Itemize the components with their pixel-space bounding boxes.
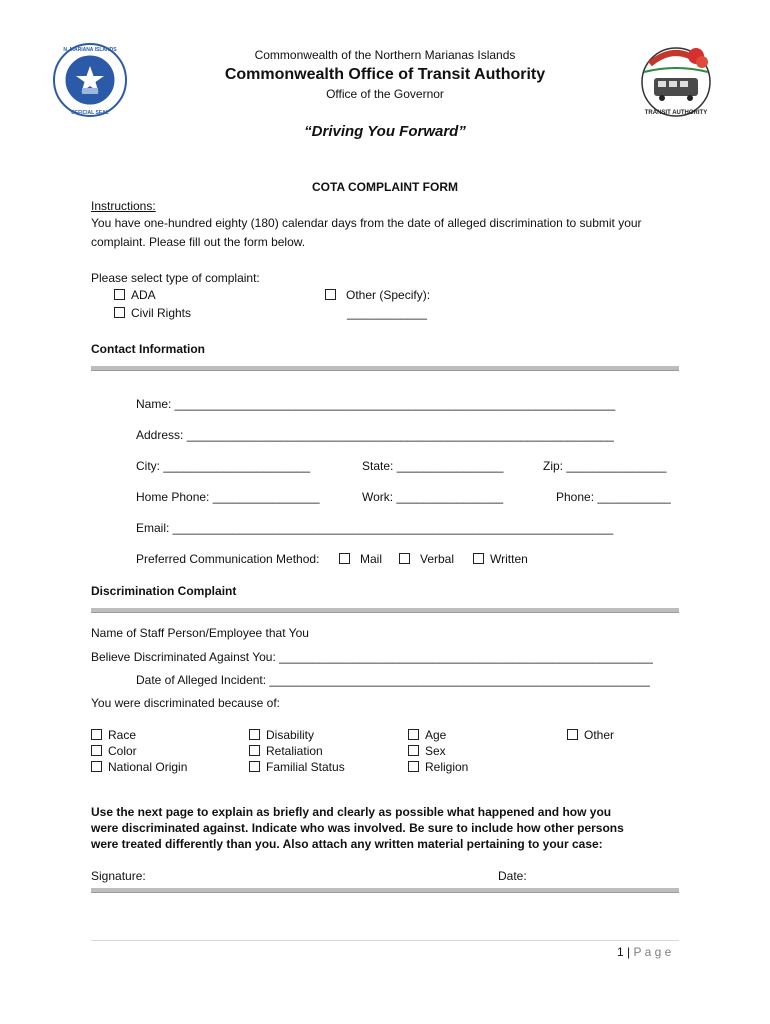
checkbox-basis-other[interactable] xyxy=(567,729,578,740)
contact-rule xyxy=(91,366,679,371)
footer-rule xyxy=(91,940,679,941)
checkbox-age[interactable] xyxy=(408,729,419,740)
signature-rule[interactable] xyxy=(91,888,679,893)
checkbox-race[interactable] xyxy=(91,729,102,740)
closing-line-1: Use the next page to explain as briefly and clearly as possible what happened and how you xyxy=(91,805,612,819)
closing-line-3: were treated differently than you. Also attach any written material pertaining to your case: xyxy=(91,837,603,851)
pref-written-option[interactable] xyxy=(473,552,528,566)
contact-heading: Contact Information xyxy=(91,342,205,356)
other-specify-field[interactable]: ____________ xyxy=(347,306,428,320)
basis-disability-label: Disability xyxy=(266,728,315,742)
agency-title: Commonwealth Office of Transit Authority xyxy=(224,66,546,83)
pref-mail-label: Mail xyxy=(360,552,383,566)
basis-age[interactable] xyxy=(408,728,446,742)
date-label: Date: xyxy=(498,869,527,883)
slogan: “Driving You Forward” xyxy=(304,123,466,140)
checkbox-disability[interactable] xyxy=(249,729,260,740)
checkbox-verbal[interactable] xyxy=(399,553,410,564)
option-civil-rights-label: Civil Rights xyxy=(131,306,192,320)
basis-familial-status[interactable] xyxy=(249,760,345,774)
basis-sex-label: Sex xyxy=(425,744,446,758)
staff-name-field[interactable]: Believe Discriminated Against You: ________________________________________________________ xyxy=(91,650,653,664)
name-field[interactable]: Name: __________________________________________________________________ xyxy=(136,397,616,411)
instructions-line-1: You have one-hundred eighty (180) calendar days from the date of alleged discrimination to submit your xyxy=(91,216,642,230)
instructions-line-2: complaint. Please fill out the form below. xyxy=(91,235,306,249)
discrimination-rule xyxy=(91,608,679,613)
because-label: You were discriminated because of: xyxy=(91,696,280,710)
pref-written-label: Written xyxy=(490,552,528,566)
checkbox-national-origin[interactable] xyxy=(91,761,102,772)
basis-race[interactable] xyxy=(91,728,136,742)
pref-verbal-option[interactable] xyxy=(399,552,454,566)
basis-other-label: Other xyxy=(584,728,615,742)
basis-national-origin[interactable] xyxy=(91,760,187,774)
basis-national-origin-label: National Origin xyxy=(108,760,188,774)
option-other-label: Other (Specify): xyxy=(346,288,431,302)
checkbox-color[interactable] xyxy=(91,745,102,756)
basis-sex[interactable] xyxy=(408,744,446,758)
option-civil-rights[interactable] xyxy=(114,306,191,320)
discrimination-heading: Discrimination Complaint xyxy=(91,584,237,598)
address-field[interactable]: Address: ________________________________________________________________ xyxy=(136,428,614,442)
svg-text:TRANSIT AUTHORITY: TRANSIT AUTHORITY xyxy=(644,110,708,116)
city-field[interactable]: City: ______________________ xyxy=(136,459,311,473)
office-line: Office of the Governor xyxy=(326,87,444,101)
top-line: Commonwealth of the Northern Marianas Islands xyxy=(254,48,516,62)
svg-text:N. MARIANA ISLANDS: N. MARIANA ISLANDS xyxy=(63,47,117,53)
basis-color-label: Color xyxy=(108,744,137,758)
page-separator: | xyxy=(627,945,631,959)
page-word: P a g e xyxy=(633,945,672,959)
basis-age-label: Age xyxy=(425,728,447,742)
basis-retaliation[interactable] xyxy=(249,744,323,758)
form-title: COTA COMPLAINT FORM xyxy=(312,180,458,194)
checkbox-civil-rights[interactable] xyxy=(114,307,125,318)
checkbox-ada[interactable] xyxy=(114,289,125,300)
pref-verbal-label: Verbal xyxy=(420,552,455,566)
phone-field[interactable]: Phone: ___________ xyxy=(556,490,671,504)
basis-other[interactable] xyxy=(567,728,614,742)
page-number: 1 xyxy=(617,945,624,959)
basis-religion-label: Religion xyxy=(425,760,469,774)
checkbox-religion[interactable] xyxy=(408,761,419,772)
option-ada-label: ADA xyxy=(131,288,156,302)
state-field[interactable]: State: ________________ xyxy=(362,459,504,473)
checkbox-familial-status[interactable] xyxy=(249,761,260,772)
staff-line-1: Name of Staff Person/Employee that You xyxy=(91,626,309,640)
zip-field[interactable]: Zip: _______________ xyxy=(543,459,667,473)
preferred-method-label: Preferred Communication Method: xyxy=(136,552,320,566)
checkbox-written[interactable] xyxy=(473,553,484,564)
option-other[interactable] xyxy=(325,288,430,302)
option-ada[interactable] xyxy=(114,288,156,302)
incident-date-field[interactable]: Date of Alleged Incident: _________________________________________________________ xyxy=(136,673,650,687)
basis-race-label: Race xyxy=(108,728,137,742)
pref-mail-option[interactable] xyxy=(339,552,382,566)
checkbox-mail[interactable] xyxy=(339,553,350,564)
basis-retaliation-label: Retaliation xyxy=(266,744,323,758)
checkbox-retaliation[interactable] xyxy=(249,745,260,756)
type-prompt: Please select type of complaint: xyxy=(91,271,260,285)
basis-disability[interactable] xyxy=(249,728,314,742)
home-phone-field[interactable]: Home Phone: ________________ xyxy=(136,490,320,504)
basis-familial-status-label: Familial Status xyxy=(266,760,345,774)
closing-line-2: were discriminated against. Indicate who was involved. Be sure to include how other persons xyxy=(91,821,624,835)
signature-label: Signature: xyxy=(91,869,146,883)
email-field[interactable]: Email: __________________________________________________________________ xyxy=(136,521,614,535)
instructions-label: Instructions: xyxy=(91,199,156,213)
svg-text:OFFICIAL SEAL: OFFICIAL SEAL xyxy=(71,110,109,116)
page-footer xyxy=(617,945,671,959)
checkbox-other[interactable] xyxy=(325,289,336,300)
basis-color[interactable] xyxy=(91,744,137,758)
basis-religion[interactable] xyxy=(408,760,468,774)
work-phone-field[interactable]: Work: ________________ xyxy=(362,490,504,504)
checkbox-sex[interactable] xyxy=(408,745,419,756)
